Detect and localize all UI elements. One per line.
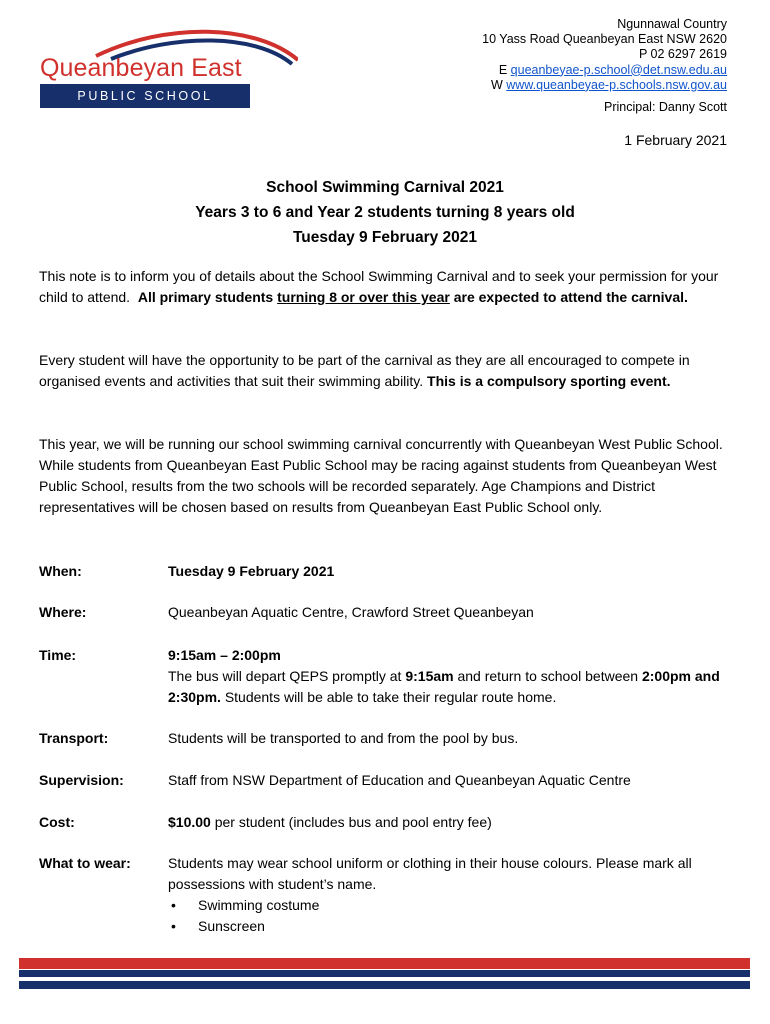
intro-text: This note is to inform you of details about the School Swimming Carnival and to seek your permission for your child to attend.	[39, 268, 719, 305]
contact-block	[482, 17, 727, 115]
intro-underlined: turning 8 or over this year	[277, 289, 450, 305]
time-note-c: and return to school between	[457, 668, 639, 684]
logo-subtitle: PUBLIC SCHOOL	[40, 84, 250, 108]
letter-title: School Swimming Carnival 2021	[266, 179, 504, 196]
school-logo	[36, 28, 298, 112]
cost-value	[168, 812, 728, 833]
list-item: • Sunscreen	[168, 916, 728, 937]
wear-list	[168, 895, 728, 937]
web-prefix: W	[490, 77, 507, 92]
time-note-b: 9:15am	[405, 668, 454, 684]
web-line	[482, 78, 727, 93]
supervision-label: Supervision:	[39, 772, 124, 788]
web-link[interactable]: www.queanbeyae-p.schools.nsw.gov.au	[506, 77, 727, 92]
wear-value: Students may wear school uniform or clothing in their house colours. Please mark all possessions with student’s name.	[168, 855, 692, 892]
cost-rest: per student (includes bus and pool entry fee)	[214, 814, 492, 830]
supervision-value: Staff from NSW Department of Education and Queanbeyan Aquatic Centre	[168, 772, 631, 788]
footer-stripe-navy-lower	[19, 981, 750, 989]
transport-label: Transport:	[39, 730, 109, 746]
letter-subtitle: Years 3 to 6 and Year 2 students turning 8 years old	[195, 204, 575, 221]
participation-bold: This is a compulsory sporting event.	[427, 373, 671, 389]
time-note-e: Students will be able to take their regular route home.	[224, 689, 557, 705]
email-link[interactable]: queanbeyae-p.school@det.nsw.edu.au	[510, 62, 727, 77]
when-value: Tuesday 9 February 2021	[168, 563, 335, 579]
paragraph-intro	[39, 266, 729, 308]
where-value: Queanbeyan Aquatic Centre, Crawford Street Queanbeyan	[168, 604, 534, 620]
intro-bold: All primary students	[137, 289, 274, 305]
footer-stripe-navy	[19, 970, 750, 977]
time-note-a: The bus will depart QEPS promptly at	[168, 668, 402, 684]
paragraph-participation	[39, 350, 729, 392]
letter-headings	[0, 175, 770, 250]
when-label: When:	[39, 563, 82, 579]
time-value-block	[168, 645, 728, 708]
cost-amount: $10.00	[168, 814, 211, 830]
phone-line: P 02 6297 2619	[638, 47, 727, 62]
letter-event-date: Tuesday 9 February 2021	[292, 229, 478, 246]
where-label: Where:	[39, 604, 87, 620]
list-item: • Swimming costume	[168, 895, 728, 916]
participation-text: Every student will have the opportunity to be part of the carnival as they are all encouraged to compete in organised events and activities that suit their swimming ability.	[39, 352, 690, 389]
address-line: 10 Yass Road Queanbeyan East NSW 2620	[482, 32, 727, 47]
time-value: 9:15am – 2:00pm	[168, 647, 281, 663]
email-line	[482, 63, 727, 78]
transport-value: Students will be transported to and from the pool by bus.	[168, 730, 519, 746]
time-label: Time:	[39, 647, 77, 663]
intro-bold-end: are expected to attend the carnival.	[453, 289, 688, 305]
time-note-d: 2:00pm and 2:30pm.	[168, 668, 720, 705]
paragraph-concurrent: This year, we will be running our school swimming carnival concurrently with Queanbeyan West Public School. While students from Queanbeyan East Public School may be racing against students from Queanbeyan West Public School, results from the two schools will be recorded separately. Age Champions and District representatives will be chosen based on results from Queanbeyan East Public School only.	[39, 436, 723, 515]
letter-date: 1 February 2021	[624, 132, 727, 148]
wear-label: What to wear:	[39, 855, 131, 871]
wear-value-block	[168, 853, 728, 937]
footer-stripe-red	[19, 958, 750, 969]
cost-label: Cost:	[39, 814, 75, 830]
country-line: Ngunnawal Country	[617, 17, 727, 31]
logo-school-name: Queanbeyan East	[40, 54, 242, 82]
time-note	[168, 666, 728, 708]
email-prefix: E	[498, 62, 511, 77]
principal-line: Principal: Danny Scott	[604, 100, 727, 115]
